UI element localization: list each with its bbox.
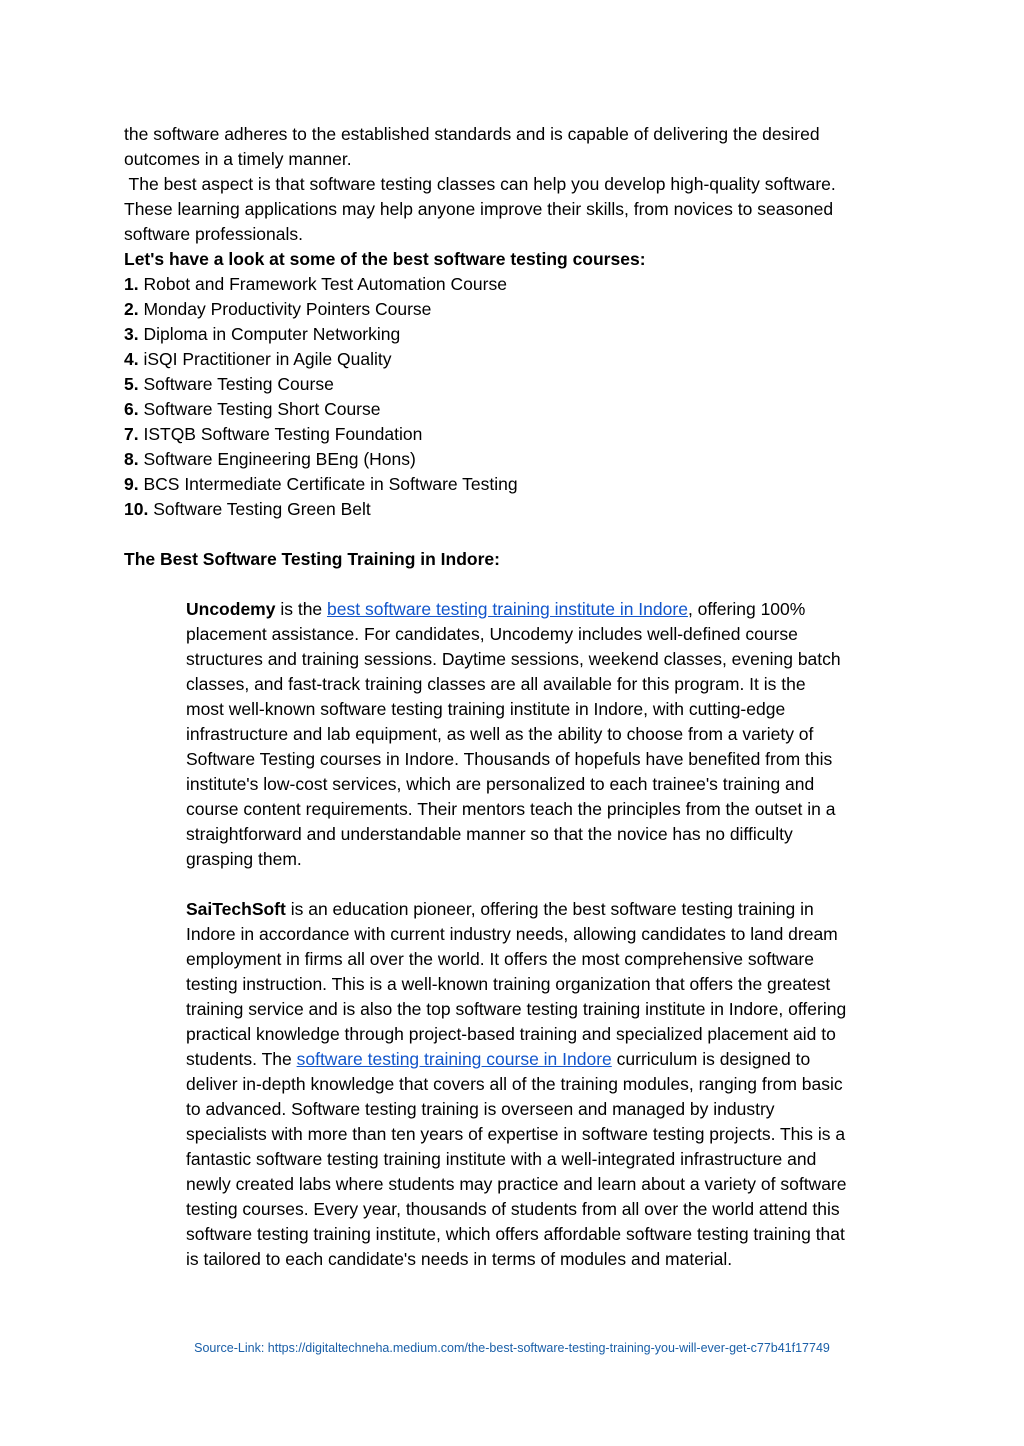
paragraph-line: most well-known software testing training institute in Indore, with cutting-edge <box>186 699 786 719</box>
courses-heading: Let's have a look at some of the best software testing courses: <box>124 249 646 269</box>
paragraph-line: newly created labs where students may practice and learn about a variety of software <box>186 1174 847 1194</box>
paragraph-line: specialists with more than ten years of expertise in software testing projects. This is a <box>186 1124 846 1144</box>
text-span: students. The <box>186 1049 297 1069</box>
paragraph-line <box>186 597 904 622</box>
paragraph-line: straightforward and understandable manner so that the novice has no difficulty <box>186 824 793 844</box>
paragraph-line: is tailored to each candidate's needs in terms of modules and material. <box>186 1249 733 1269</box>
paragraph-line: grasping them. <box>186 849 302 869</box>
paragraph-line: structures and training sessions. Daytime sessions, weekend classes, evening batch <box>186 649 841 669</box>
paragraph-line: institute's low-cost services, which are personalized to each trainee's training and <box>186 774 815 794</box>
intro-line: These learning applications may help anyone improve their skills, from novices to seasoned <box>124 199 834 219</box>
list-text: Software Testing Short Course <box>138 399 381 419</box>
text-span: curriculum is designed to <box>611 1049 811 1069</box>
paragraph-line: classes, and fast-track training classes are all available for this program. It is the <box>186 674 806 694</box>
paragraph-line: testing courses. Every year, thousands of students from all over the world attend this <box>186 1199 840 1219</box>
paragraph-line: to advanced. Software testing training is overseen and managed by industry <box>186 1099 775 1119</box>
list-text: Monday Productivity Pointers Course <box>138 299 432 319</box>
intro-line: The best aspect is that software testing classes can help you develop high-quality software. <box>124 174 836 194</box>
paragraph-line: fantastic software testing training institute with a well-integrated infrastructure and <box>186 1149 817 1169</box>
list-text: Software Engineering BEng (Hons) <box>138 449 416 469</box>
paragraph-line: course content requirements. Their mentors teach the principles from the outset in a <box>186 799 836 819</box>
paragraph-line: testing instruction. This is a well-known training organization that offers the greatest <box>186 974 831 994</box>
list-item <box>124 297 904 322</box>
list-number: 1. <box>124 274 139 294</box>
paragraph-line: deliver in-depth knowledge that covers all of the training modules, ranging from basic <box>186 1074 843 1094</box>
list-item <box>124 472 904 497</box>
paragraph-line: software testing training institute, which offers affordable software testing training that <box>186 1224 845 1244</box>
saitechsoft-link[interactable]: software testing training course in Indore <box>296 1049 612 1069</box>
list-text: Software Testing Green Belt <box>148 499 371 519</box>
list-item <box>124 447 904 472</box>
paragraph-line: placement assistance. For candidates, Uncodemy includes well-defined course <box>186 624 798 644</box>
paragraph-line: Indore in accordance with current industry needs, allowing candidates to land dream <box>186 924 838 944</box>
list-text: iSQI Practitioner in Agile Quality <box>138 349 392 369</box>
paragraph-line <box>186 1047 904 1072</box>
list-number: 4. <box>124 349 139 369</box>
uncodemy-paragraph <box>124 597 904 872</box>
intro-line: outcomes in a timely manner. <box>124 149 352 169</box>
list-item <box>124 497 904 522</box>
list-item <box>124 397 904 422</box>
list-number: 3. <box>124 324 139 344</box>
list-item <box>124 272 904 297</box>
paragraph-line: practical knowledge through project-based training and specialized placement aid to <box>186 1024 836 1044</box>
intro-paragraph <box>124 122 904 247</box>
paragraph-line: training service and is also the top software testing training institute in Indore, offering <box>186 999 847 1019</box>
list-number: 9. <box>124 474 139 494</box>
text-span: , offering 100% <box>687 599 806 619</box>
list-item <box>124 422 904 447</box>
list-text: Software Testing Course <box>138 374 334 394</box>
list-text: ISTQB Software Testing Foundation <box>138 424 423 444</box>
list-text: BCS Intermediate Certificate in Software Testing <box>138 474 518 494</box>
list-number: 8. <box>124 449 139 469</box>
list-number: 7. <box>124 424 139 444</box>
courses-list <box>124 272 904 522</box>
list-text: Robot and Framework Test Automation Course <box>138 274 507 294</box>
list-number: 6. <box>124 399 139 419</box>
list-text: Diploma in Computer Networking <box>138 324 401 344</box>
paragraph-line <box>186 897 904 922</box>
training-heading: The Best Software Testing Training in Indore: <box>124 549 500 569</box>
list-number: 2. <box>124 299 139 319</box>
intro-line: software professionals. <box>124 224 303 244</box>
institute-name-uncodemy: Uncodemy <box>186 599 276 619</box>
document-body <box>124 122 904 1272</box>
source-link-footer[interactable]: Source-Link: https://digitaltechneha.medium.com/the-best-software-testing-training-you-will-ever-get-c77b41f17749 <box>194 1341 830 1355</box>
uncodemy-link[interactable]: best software testing training institute in Indore <box>327 599 688 619</box>
list-item <box>124 322 904 347</box>
saitechsoft-paragraph <box>124 897 904 1272</box>
paragraph-line: employment in firms all over the world. It offers the most comprehensive software <box>186 949 814 969</box>
intro-line: the software adheres to the established standards and is capable of delivering the desired <box>124 124 820 144</box>
list-number: 10. <box>124 499 149 519</box>
list-item <box>124 347 904 372</box>
text-span: is an education pioneer, offering the best software testing training in <box>285 899 814 919</box>
list-number: 5. <box>124 374 139 394</box>
list-item <box>124 372 904 397</box>
paragraph-line: infrastructure and lab equipment, as well as the ability to choose from a variety of <box>186 724 814 744</box>
paragraph-line: Software Testing courses in Indore. Thousands of hopefuls have benefited from this <box>186 749 833 769</box>
text-span: is the <box>275 599 328 619</box>
institute-name-saitechsoft: SaiTechSoft <box>186 899 286 919</box>
